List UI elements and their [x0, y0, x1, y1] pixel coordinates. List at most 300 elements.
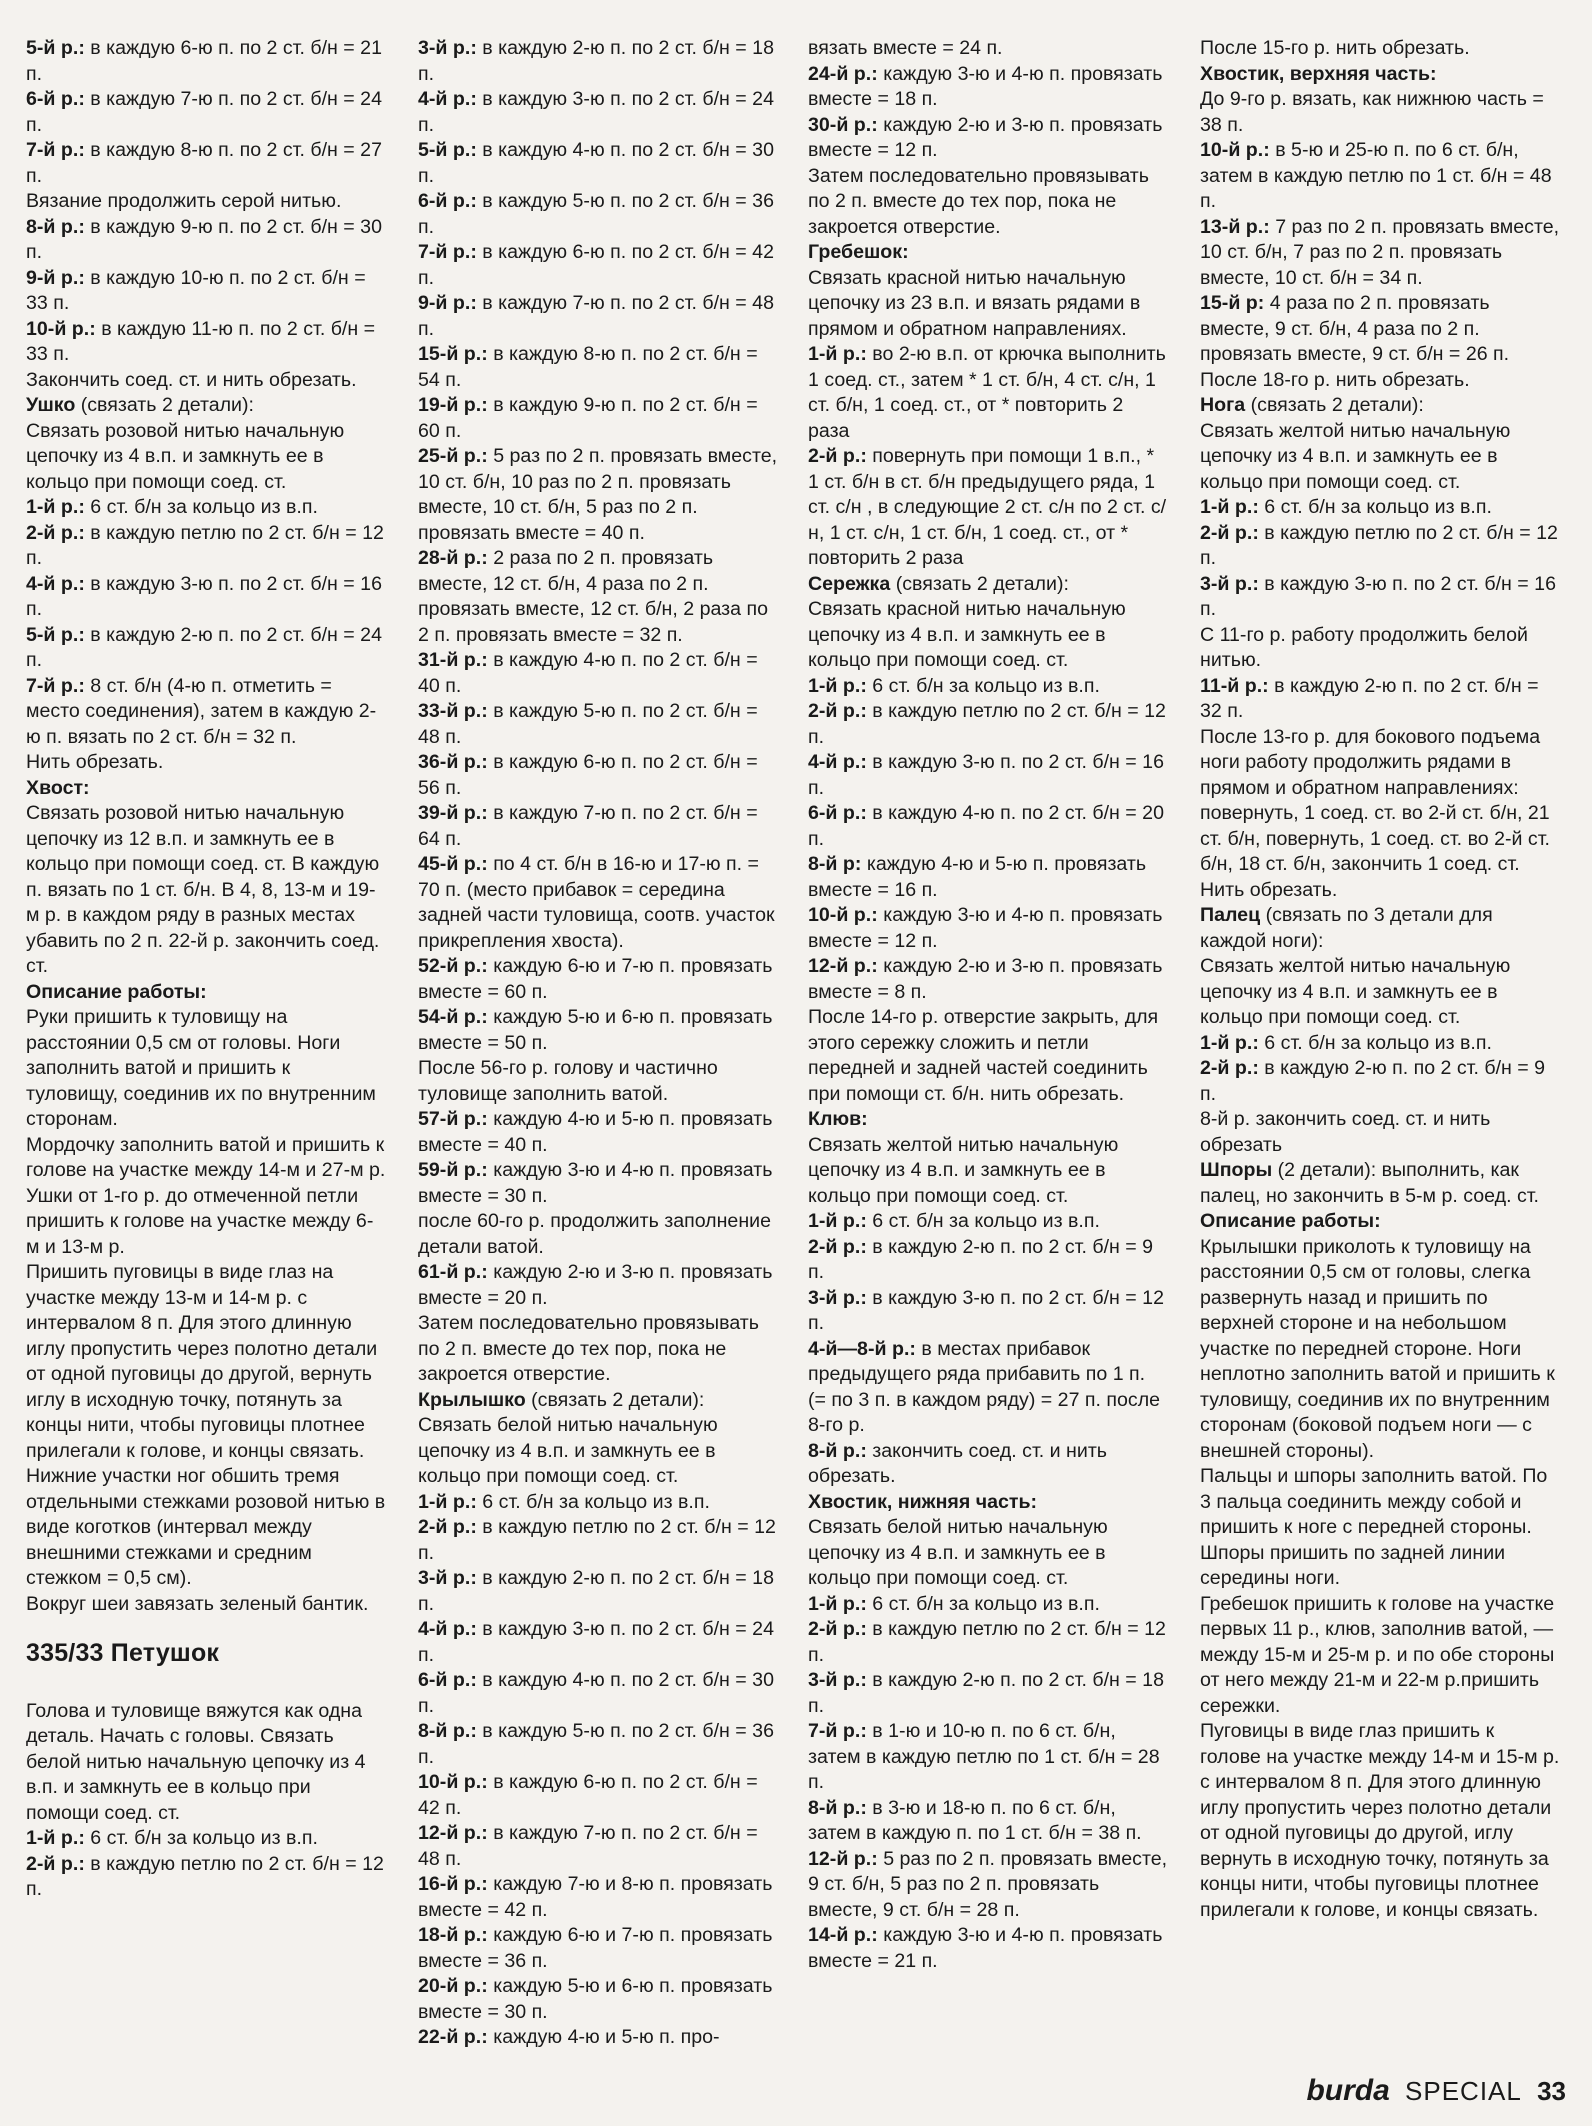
paragraph: [808, 750, 1168, 801]
paragraph: [418, 648, 778, 699]
row-label: 10-й р.:: [808, 904, 878, 926]
row-label: Хвостик, верхняя часть:: [1200, 62, 1437, 85]
row-label: 2-й р.:: [26, 1852, 85, 1875]
paragraph: [26, 1464, 386, 1592]
paragraph: [26, 776, 386, 802]
paragraph-text: Ушки от 1-го р. до отмеченной петли пришить к голове на участке между 6-м и 13-м р.: [26, 1184, 374, 1258]
paragraph-text: в каждую 11-ю п. по 2 ст. б/н = 33 п.: [26, 317, 376, 365]
paragraph: [1200, 623, 1560, 674]
paragraph: [1200, 954, 1560, 1031]
row-label: 8-й р.:: [418, 1720, 477, 1742]
paragraph-text: в местах прибавок предыдущего ряда прибавить по 1 п. (= по 3 п. в каждом ряду) = 27 п. после 8-го р.: [808, 1337, 1161, 1436]
paragraph: [1200, 1719, 1560, 1923]
paragraph-text: Связать желтой нитью начальную цепочку из 4 в.п. и замкнуть ее в кольцо при помощи соед. ст.: [1200, 419, 1511, 493]
text-column-2: [418, 36, 778, 2051]
paragraph: [418, 444, 778, 546]
row-label: 4-й р.:: [418, 88, 477, 110]
paragraph-text: каждую 4-ю и 5-ю п. про-: [487, 2026, 720, 2048]
paragraph-text: в каждую петлю по 2 ст. б/н = 12 п.: [26, 1852, 384, 1900]
paragraph-text: в каждую 2-ю п. по 2 ст. б/н = 18 п.: [418, 37, 774, 85]
paragraph: [808, 1439, 1168, 1490]
paragraph-text: (2 детали): выполнить, как палец, но закончить в 5-м р. соед. ст.: [1200, 1159, 1539, 1207]
paragraph-text: в каждую 4-ю п. по 2 ст. б/н = 30 п.: [418, 1669, 774, 1717]
paragraph: [418, 1515, 778, 1566]
paragraph: [808, 164, 1168, 241]
paragraph-text: в каждую 3-ю п. по 2 ст. б/н = 16 п.: [26, 572, 382, 620]
paragraph-text: Мордочку заполнить ватой и пришить к голове на участке между 14-м и 27-м р.: [26, 1133, 386, 1181]
row-label: 7-й р.:: [418, 241, 477, 263]
paragraph: [26, 1005, 386, 1133]
paragraph: [418, 1158, 778, 1209]
paragraph: [808, 1668, 1168, 1719]
paragraph-text: Связать желтой нитью начальную цепочку из 4 в.п. и замкнуть ее в кольцо при помощи соед. ст.: [808, 1133, 1119, 1207]
paragraph: [26, 189, 386, 215]
paragraph: [418, 1311, 778, 1388]
row-label: 1-й р.:: [808, 343, 867, 365]
paragraph-text: в 3-ю и 18-ю п. по 6 ст. б/н, затем в каждую п. по 1 ст. б/н = 38 п.: [808, 1796, 1142, 1844]
paragraph-text: После 15-го р. нить обрезать.: [1200, 37, 1470, 59]
paragraph: [808, 699, 1168, 750]
paragraph-text: в каждую 5-ю п. по 2 ст. б/н = 36 п.: [418, 1720, 774, 1768]
paragraph: [808, 1592, 1168, 1618]
row-label: 18-й р.:: [418, 1924, 488, 1946]
row-label: 6-й р.:: [808, 802, 867, 824]
paragraph-text: в каждую петлю по 2 ст. б/н = 12 п.: [808, 700, 1166, 748]
row-label: Клюв:: [808, 1108, 868, 1130]
paragraph: [808, 36, 1168, 62]
paragraph: [418, 1821, 778, 1872]
paragraph: [26, 1852, 386, 1903]
paragraph-text: в каждую 2-ю п. по 2 ст. б/н = 24 п.: [26, 623, 382, 671]
paragraph-text: в каждую 6-ю п. по 2 ст. б/н = 21 п.: [26, 37, 382, 85]
paragraph-text: Связать белой нитью начальную цепочку из 4 в.п. и замкнуть ее в кольцо при помощи соед. ст.: [418, 1414, 718, 1487]
paragraph: [808, 903, 1168, 954]
paragraph-text: Затем последовательно провязывать по 2 п. вместе до тех пор, пока не закроется отверстие.: [808, 164, 1149, 238]
paragraph: [808, 597, 1168, 674]
row-label: 59-й р.:: [418, 1159, 488, 1181]
paragraph: [808, 1847, 1168, 1924]
row-label: 1-й р.:: [808, 1592, 867, 1615]
paragraph: [418, 240, 778, 291]
paragraph-text: в каждую 7-ю п. по 2 ст. б/н = 48 п.: [418, 292, 774, 340]
paragraph-text: каждую 3-ю и 4-ю п. провязать вместе = 30 п.: [418, 1159, 773, 1207]
paragraph-text: Пальцы и шпоры заполнить ватой. По 3 пальца соединить между собой и пришить к ноге с передней стороны. Шпоры пришить по задней линии середины ноги.: [1200, 1465, 1548, 1589]
paragraph: [808, 1235, 1168, 1286]
paragraph-text: 6 ст. б/н за кольцо из в.п.: [866, 674, 1100, 697]
paragraph: [418, 1388, 778, 1414]
paragraph: [418, 342, 778, 393]
paragraph: [418, 1260, 778, 1311]
paragraph: [26, 266, 386, 317]
row-label: 1-й р.:: [418, 1490, 477, 1513]
paragraph: [808, 954, 1168, 1005]
paragraph-text: в каждую 4-ю п. по 2 ст. б/н = 30 п.: [418, 139, 774, 187]
paragraph-text: каждую 7-ю и 8-ю п. провязать вместе = 42 п.: [418, 1873, 773, 1921]
paragraph-text: После 13-го р. для бокового подъема ноги работу продолжить рядами в прямом и обратном направлениях: повернуть, 1 соед. ст. во 2-й ст. б/н, 21 ст. б/н, повернуть, 1 соед. ст. во 2-й ст. б/н, 18 ст. б/н, закончить 1 соед. ст. Нить обрезать.: [1200, 725, 1550, 901]
paragraph-text: После 18-го р. нить обрезать.: [1200, 368, 1470, 391]
paragraph-text: после 60-го р. продолжить заполнение детали ватой.: [418, 1210, 771, 1258]
paragraph: [808, 572, 1168, 598]
paragraph: [418, 852, 778, 954]
paragraph-text: Затем последовательно провязывать по 2 п. вместе до тех пор, пока не закроется отверстие.: [418, 1312, 759, 1385]
paragraph: [26, 750, 386, 776]
row-label: 6-й р.:: [26, 88, 85, 110]
paragraph: [808, 1133, 1168, 1210]
paragraph-text: вязать вместе = 24 п.: [808, 37, 1003, 59]
page-footer: [1306, 2074, 1566, 2108]
paragraph: [1200, 1158, 1560, 1209]
paragraph-text: Голова и туловище вяжутся как одна деталь. Начать с головы. Связать белой нитью начальную цепочку из 4 в.п. и замкнуть ее в кольцо при помощи соед. ст.: [26, 1699, 366, 1824]
row-label: Описание работы:: [26, 980, 207, 1003]
row-label: 8-й р:: [808, 853, 862, 875]
paragraph: [1200, 1464, 1560, 1592]
paragraph-text: 6 ст. б/н за кольцо из в.п.: [1258, 1031, 1492, 1054]
paragraph-text: в каждую 3-ю п. по 2 ст. б/н = 12 п.: [808, 1286, 1164, 1334]
paragraph-text: Закончить соед. ст. и нить обрезать.: [26, 368, 357, 391]
paragraph: [1200, 572, 1560, 623]
paragraph-text: в каждую 2-ю п. по 2 ст. б/н = 9 п.: [1200, 1057, 1546, 1105]
paragraph: [418, 1872, 778, 1923]
paragraph: [418, 750, 778, 801]
paragraph: [418, 1209, 778, 1260]
paragraph: [1200, 393, 1560, 419]
paragraph: [26, 87, 386, 138]
row-label: 61-й р.:: [418, 1261, 488, 1283]
paragraph: [808, 1209, 1168, 1235]
paragraph: [808, 266, 1168, 343]
row-label: 2-й р.:: [808, 1618, 867, 1640]
paragraph: [26, 138, 386, 189]
paragraph-text: Пуговицы в виде глаз пришить к голове на участке между 14-м и 15-м р. с интервалом 8 п. Для этого длинную иглу пропустить через полотно детали от одной пуговицы до другой, иглу вернуть в исходную точку, потянуть за концы нити, чтобы пуговицы плотнее прилегали к голове, и концы связать.: [1200, 1720, 1560, 1921]
section-title-text: 335/33 Петушок: [26, 1639, 220, 1667]
paragraph: [418, 393, 778, 444]
paragraph: [1200, 1031, 1560, 1057]
paragraph-text: После 14-го р. отверстие закрыть, для этого сережку сложить и петли передней и задней частей соединить при помощи ст. б/н. нить обрезать.: [808, 1006, 1159, 1105]
paragraph-text: 5 раз по 2 п. провязать вместе, 10 ст. б/н, 10 раз по 2 п. провязать вместе, 10 ст. б/н, 5 раз по 2 п. провязать вместе = 40 п.: [418, 445, 778, 544]
row-label: 1-й р.:: [808, 674, 867, 697]
text-column-3: [808, 36, 1168, 1974]
paragraph: [418, 954, 778, 1005]
row-label: 52-й р.:: [418, 955, 488, 977]
row-label: 4-й р.:: [808, 751, 867, 773]
row-label: 3-й р.:: [808, 1286, 867, 1309]
row-label: 6-й р.:: [418, 1669, 477, 1691]
row-label: 2-й р.:: [808, 445, 867, 467]
paragraph-text: каждую 4-ю и 5-ю п. провязать вместе = 16 п.: [808, 853, 1147, 901]
row-label: 10-й р.:: [418, 1771, 488, 1793]
text-column-1: [26, 36, 386, 1903]
row-label: 9-й р.:: [26, 266, 85, 289]
paragraph: [26, 317, 386, 368]
paragraph-text: 6 ст. б/н за кольцо из в.п.: [84, 496, 318, 518]
row-label: 45-й р.:: [418, 853, 488, 875]
row-label: 3-й р.:: [418, 1567, 477, 1589]
paragraph-text: в каждую 3-ю п. по 2 ст. б/н = 16 п.: [1200, 572, 1556, 620]
paragraph-text: каждую 5-ю и 6-ю п. провязать вместе = 50 п.: [418, 1006, 773, 1054]
row-label: 13-й р.:: [1200, 215, 1270, 238]
paragraph-text: 7 раз по 2 п. провязать вместе, 10 ст. б/н, 7 раз по 2 п. провязать вместе, 10 ст. б/н = 34 п.: [1200, 215, 1560, 289]
paragraph: [418, 87, 778, 138]
paragraph: [1200, 495, 1560, 521]
paragraph: [418, 1413, 778, 1490]
brand-logo: burda: [1306, 2074, 1390, 2107]
row-label: 2-й р.:: [1200, 1057, 1259, 1079]
row-label: 8-й р.:: [808, 1796, 867, 1819]
row-label: 12-й р.:: [808, 955, 878, 977]
paragraph-text: в каждую петлю по 2 ст. б/н = 12 п.: [1200, 521, 1558, 569]
row-label: Шпоры: [1200, 1159, 1273, 1181]
paragraph: [418, 1056, 778, 1107]
paragraph: [26, 623, 386, 674]
row-label: 6-й р.:: [418, 190, 477, 212]
paragraph-text: по 4 ст. б/н в 16-ю и 17-ю п. = 70 п. (место прибавок = середина задней части туловища, соотв. участок прикрепления хвоста).: [418, 853, 775, 952]
row-label: 28-й р.:: [418, 547, 488, 569]
row-label: 57-й р.:: [418, 1108, 488, 1130]
paragraph-text: Связать красной нитью начальную цепочку из 23 в.п. и вязать рядами в прямом и обратном направлениях.: [808, 266, 1141, 340]
section-title: [26, 1641, 386, 1667]
row-label: Нога: [1200, 394, 1246, 416]
paragraph: [26, 215, 386, 266]
paragraph: [418, 138, 778, 189]
row-label: 11-й р.:: [1200, 674, 1269, 697]
paragraph: [418, 699, 778, 750]
paragraph-text: в каждую петлю по 2 ст. б/н = 12 п.: [26, 521, 384, 569]
paragraph-text: 5 раз по 2 п. провязать вместе, 9 ст. б/н, 5 раз по 2 п. провязать вместе, 9 ст. б/н = 28 п.: [808, 1847, 1168, 1921]
row-label: 5-й р.:: [26, 37, 85, 59]
paragraph: [26, 393, 386, 419]
paragraph-text: каждую 3-ю и 4-ю п. провязать вместе = 12 п.: [808, 904, 1163, 952]
paragraph: [418, 1617, 778, 1668]
paragraph: [26, 1133, 386, 1184]
row-label: 3-й р.:: [808, 1669, 867, 1691]
paragraph: [1200, 215, 1560, 292]
row-label: 4-й р.:: [418, 1618, 477, 1640]
row-label: 12-й р.:: [808, 1847, 878, 1870]
row-label: 8-й р.:: [808, 1439, 867, 1462]
row-label: 7-й р.:: [26, 674, 85, 697]
paragraph: [1200, 521, 1560, 572]
paragraph: [418, 1005, 778, 1056]
paragraph-text: Вокруг шеи завязать зеленый бантик.: [26, 1592, 369, 1615]
row-label: 5-й р.:: [26, 623, 85, 646]
row-label: 9-й р.:: [418, 292, 477, 314]
paragraph-text: Гребешок пришить к голове на участке первых 11 р., клюв, заполнив ватой, — между 15-м и 25-м р. и по обе стороны от него между 21-м и 22-м р.пришить сережки.: [1200, 1592, 1555, 1717]
paragraph-text: (связать 2 детали):: [890, 572, 1069, 595]
row-label: 3-й р.:: [418, 37, 477, 59]
row-label: 4-й—8-й р.:: [808, 1337, 916, 1360]
paragraph: [418, 1923, 778, 1974]
paragraph: [26, 1699, 386, 1827]
row-label: 16-й р.:: [418, 1873, 488, 1895]
paragraph-text: каждую 2-ю и 3-ю п. провязать вместе = 8 п.: [808, 955, 1163, 1003]
paragraph-text: Связать желтой нитью начальную цепочку из 4 в.п. и замкнуть ее в кольцо при помощи соед. ст.: [1200, 955, 1511, 1028]
paragraph-text: Пришить пуговицы в виде глаз на участке между 13-м и 14-м р. с интервалом 8 п. Для этого длинную иглу пропустить через полотно детали от одной пуговицы до другой, вернуть иглу в исходную точку, потянуть за концы нити, чтобы пуговицы плотнее прилегали к голове, и концы связать.: [26, 1261, 378, 1462]
row-label: 7-й р.:: [808, 1720, 867, 1742]
paragraph: [808, 1107, 1168, 1133]
row-label: 10-й р.:: [26, 317, 96, 340]
paragraph: [418, 1668, 778, 1719]
paragraph: [26, 572, 386, 623]
row-label: Сережка: [808, 572, 891, 595]
paragraph-text: в каждую 2-ю п. по 2 ст. б/н = 18 п.: [808, 1669, 1164, 1717]
paragraph: [808, 674, 1168, 700]
paragraph-text: в каждую 5-ю п. по 2 ст. б/н = 48 п.: [418, 700, 758, 748]
row-label: 22-й р.:: [418, 2026, 488, 2048]
row-label: 14-й р.:: [808, 1924, 878, 1946]
row-label: Крылышко: [418, 1388, 526, 1411]
paragraph-text: в каждую 7-ю п. по 2 ст. б/н = 48 п.: [418, 1822, 758, 1870]
paragraph-text: в каждую 10-ю п. по 2 ст. б/н = 33 п.: [26, 266, 366, 314]
paragraph: [808, 113, 1168, 164]
paragraph-text: в каждую 6-ю п. по 2 ст. б/н = 42 п.: [418, 241, 774, 289]
paragraph-text: каждую 6-ю и 7-ю п. провязать вместе = 36 п.: [418, 1924, 773, 1972]
paragraph: [808, 852, 1168, 903]
paragraph: [808, 1286, 1168, 1337]
paragraph: [1200, 1209, 1560, 1235]
paragraph-text: Связать красной нитью начальную цепочку из 4 в.п. и замкнуть ее в кольцо при помощи соед. ст.: [808, 598, 1126, 671]
row-label: 12-й р.:: [418, 1822, 488, 1844]
row-label: 3-й р.:: [1200, 572, 1259, 595]
paragraph-text: каждую 4-ю и 5-ю п. провязать вместе = 40 п.: [418, 1108, 773, 1156]
paragraph-text: До 9-го р. вязать, как нижнюю часть = 38 п.: [1200, 88, 1544, 136]
paragraph-text: в каждую 8-ю п. по 2 ст. б/н = 27 п.: [26, 139, 382, 187]
page-number: 33: [1537, 2076, 1566, 2106]
paragraph-text: каждую 2-ю и 3-ю п. провязать вместе = 12 п.: [808, 113, 1163, 161]
row-label: 1-й р.:: [26, 496, 85, 518]
paragraph-text: в каждую 9-ю п. по 2 ст. б/н = 60 п.: [418, 394, 758, 442]
paragraph: [1200, 291, 1560, 368]
paragraph-text: каждую 6-ю и 7-ю п. провязать вместе = 60 п.: [418, 955, 773, 1003]
row-label: 25-й р.:: [418, 445, 488, 467]
paragraph: [808, 1796, 1168, 1847]
paragraph-text: Связать розовой нитью начальную цепочку из 4 в.п. и замкнуть ее в кольцо при помощи соед. ст.: [26, 419, 345, 493]
paragraph: [418, 1974, 778, 2025]
paragraph: [808, 1490, 1168, 1516]
paragraph: [418, 801, 778, 852]
paragraph: [418, 291, 778, 342]
paragraph: [26, 1826, 386, 1852]
paragraph: [26, 521, 386, 572]
paragraph: [808, 444, 1168, 572]
paragraph: [808, 1923, 1168, 1974]
row-label: 19-й р.:: [418, 394, 488, 416]
paragraph-text: в каждую 3-ю п. по 2 ст. б/н = 16 п.: [808, 751, 1164, 799]
paragraph-text: в каждую 6-ю п. по 2 ст. б/н = 56 п.: [418, 751, 758, 799]
row-label: Ушко: [26, 394, 76, 416]
paragraph-text: каждую 3-ю и 4-ю п. провязать вместе = 18 п.: [808, 62, 1163, 110]
paragraph-text: в каждую петлю по 2 ст. б/н = 12 п.: [418, 1516, 776, 1564]
paragraph: [418, 1107, 778, 1158]
paragraph-text: в каждую 2-ю п. по 2 ст. б/н = 18 п.: [418, 1567, 774, 1615]
paragraph: [1200, 1592, 1560, 1720]
row-label: 1-й р.:: [26, 1827, 85, 1849]
paragraph-text: в каждую 7-ю п. по 2 ст. б/н = 24 п.: [26, 88, 382, 136]
paragraph-text: в каждую 2-ю п. по 2 ст. б/н = 32 п.: [1200, 674, 1539, 722]
paragraph-text: каждую 2-ю и 3-ю п. провязать вместе = 20 п.: [418, 1261, 773, 1309]
paragraph: [1200, 36, 1560, 62]
row-label: 39-й р.:: [418, 802, 488, 824]
paragraph: [1200, 368, 1560, 394]
paragraph: [26, 801, 386, 980]
paragraph-text: После 56-го р. голову и частично туловище заполнить ватой.: [418, 1057, 718, 1105]
paragraph: [26, 419, 386, 496]
row-label: 2-й р.:: [1200, 521, 1259, 544]
row-label: 5-й р.:: [418, 139, 477, 161]
paragraph-text: в каждую 3-ю п. по 2 ст. б/н = 24 п.: [418, 1618, 774, 1666]
paragraph: [418, 189, 778, 240]
paragraph: [26, 1592, 386, 1618]
paragraph: [1200, 62, 1560, 88]
row-label: 1-й р.:: [1200, 1031, 1259, 1054]
paragraph: [1200, 419, 1560, 496]
row-label: 10-й р.:: [1200, 139, 1270, 161]
paragraph: [26, 674, 386, 751]
paragraph: [418, 546, 778, 648]
row-label: Хвостик, нижняя часть:: [808, 1490, 1038, 1513]
row-label: 15-й р.:: [418, 343, 488, 365]
paragraph-text: в каждую 4-ю п. по 2 ст. б/н = 40 п.: [418, 649, 758, 697]
row-label: 2-й р.:: [808, 700, 867, 722]
paragraph-text: Нить обрезать.: [26, 751, 164, 773]
paragraph-text: в каждую 7-ю п. по 2 ст. б/н = 64 п.: [418, 802, 758, 850]
paragraph-text: в каждую петлю по 2 ст. б/н = 12 п.: [808, 1618, 1166, 1666]
paragraph-text: 6 ст. б/н за кольцо из в.п.: [866, 1592, 1100, 1615]
paragraph-text: во 2-ю в.п. от крючка выполнить 1 соед. ст., затем * 1 ст. б/н, 4 ст. с/н, 1 ст. б/н, 1 соед. ст., от * повторить 2 раза: [808, 343, 1166, 442]
row-label: Хвост:: [26, 776, 90, 799]
paragraph: [1200, 87, 1560, 138]
paragraph-text: в каждую 4-ю п. по 2 ст. б/н = 20 п.: [808, 802, 1164, 850]
paragraph-text: 6 ст. б/н за кольцо из в.п.: [84, 1827, 318, 1849]
paragraph-text: Связать розовой нитью начальную цепочку из 12 в.п. и замкнуть ее в кольцо при помощи соед. ст. В каждую п. вязать по 1 ст. б/н. В 4, 8, 13-м и 19-м р. в каждом ряду в разных местах убавить по 2 п. 22-й р. закончить соед. ст.: [26, 802, 380, 977]
paragraph: [808, 62, 1168, 113]
paragraph-text: каждую 3-ю и 4-ю п. провязать вместе = 21 п.: [808, 1924, 1163, 1972]
paragraph: [1200, 1056, 1560, 1107]
row-label: 2-й р.:: [418, 1516, 477, 1538]
row-label: 2-й р.:: [808, 1235, 867, 1258]
paragraph: [808, 1005, 1168, 1107]
paragraph: [26, 980, 386, 1006]
paragraph-text: повернуть при помощи 1 в.п., * 1 ст. б/н в ст. б/н предыдущего ряда, 1 ст. с/н , в следующие 2 ст. с/н по 2 ст. с/н, 1 ст. с/н, 1 ст. б/н, 1 соед. ст., от * повторить 2 раза: [808, 445, 1167, 569]
paragraph-text: 8-й р. закончить соед. ст. и нить обрезать: [1200, 1108, 1491, 1156]
paragraph-text: в каждую 5-ю п. по 2 ст. б/н = 36 п.: [418, 190, 774, 238]
paragraph: [1200, 1107, 1560, 1158]
paragraph: [1200, 725, 1560, 904]
paragraph-text: 6 ст. б/н за кольцо из в.п.: [476, 1490, 710, 1513]
paragraph: [1200, 138, 1560, 215]
row-label: 1-й р.:: [1200, 496, 1259, 518]
special-label: SPECIAL: [1405, 2076, 1522, 2106]
row-label: 8-й р.:: [26, 215, 85, 238]
paragraph-text: в 5-ю и 25-ю п. по 6 ст. б/н, затем в каждую петлю по 1 ст. б/н = 48 п.: [1200, 139, 1552, 212]
row-label: 1-й р.:: [808, 1210, 867, 1232]
row-label: 54-й р.:: [418, 1006, 488, 1028]
paragraph-text: С 11-го р. работу продолжить белой нитью.: [1200, 623, 1528, 671]
paragraph: [418, 1770, 778, 1821]
paragraph: [26, 36, 386, 87]
row-label: 15-й р:: [1200, 292, 1265, 314]
paragraph-text: в каждую 2-ю п. по 2 ст. б/н = 9 п.: [808, 1235, 1154, 1283]
paragraph-text: (связать по 3 детали для каждой ноги):: [1200, 904, 1493, 952]
paragraph-text: Крылышки приколоть к туловищу на расстоянии 0,5 см от головы, слегка развернуть назад и пришить по верхней стороне и на небольшом участке по передней стороне. Ноги неплотно заполнить ватой и пришить к туловищу, соединив их по внутренним сторонам (боковой подъем ноги — с внешней стороны).: [1200, 1235, 1555, 1462]
paragraph: [418, 1490, 778, 1516]
paragraph-text: 6 ст. б/н за кольцо из в.п.: [1258, 496, 1492, 518]
row-label: 30-й р.:: [808, 113, 878, 136]
row-label: 33-й р.:: [418, 700, 488, 722]
paragraph-text: Нижние участки ног обшить тремя отдельными стежками розовой нитью в виде коготков (интервал между внешними стежками и средним стежком = 0,5 см).: [26, 1465, 386, 1589]
paragraph: [418, 36, 778, 87]
paragraph-text: каждую 5-ю и 6-ю п. провязать вместе = 30 п.: [418, 1975, 773, 2023]
paragraph: [1200, 1235, 1560, 1465]
